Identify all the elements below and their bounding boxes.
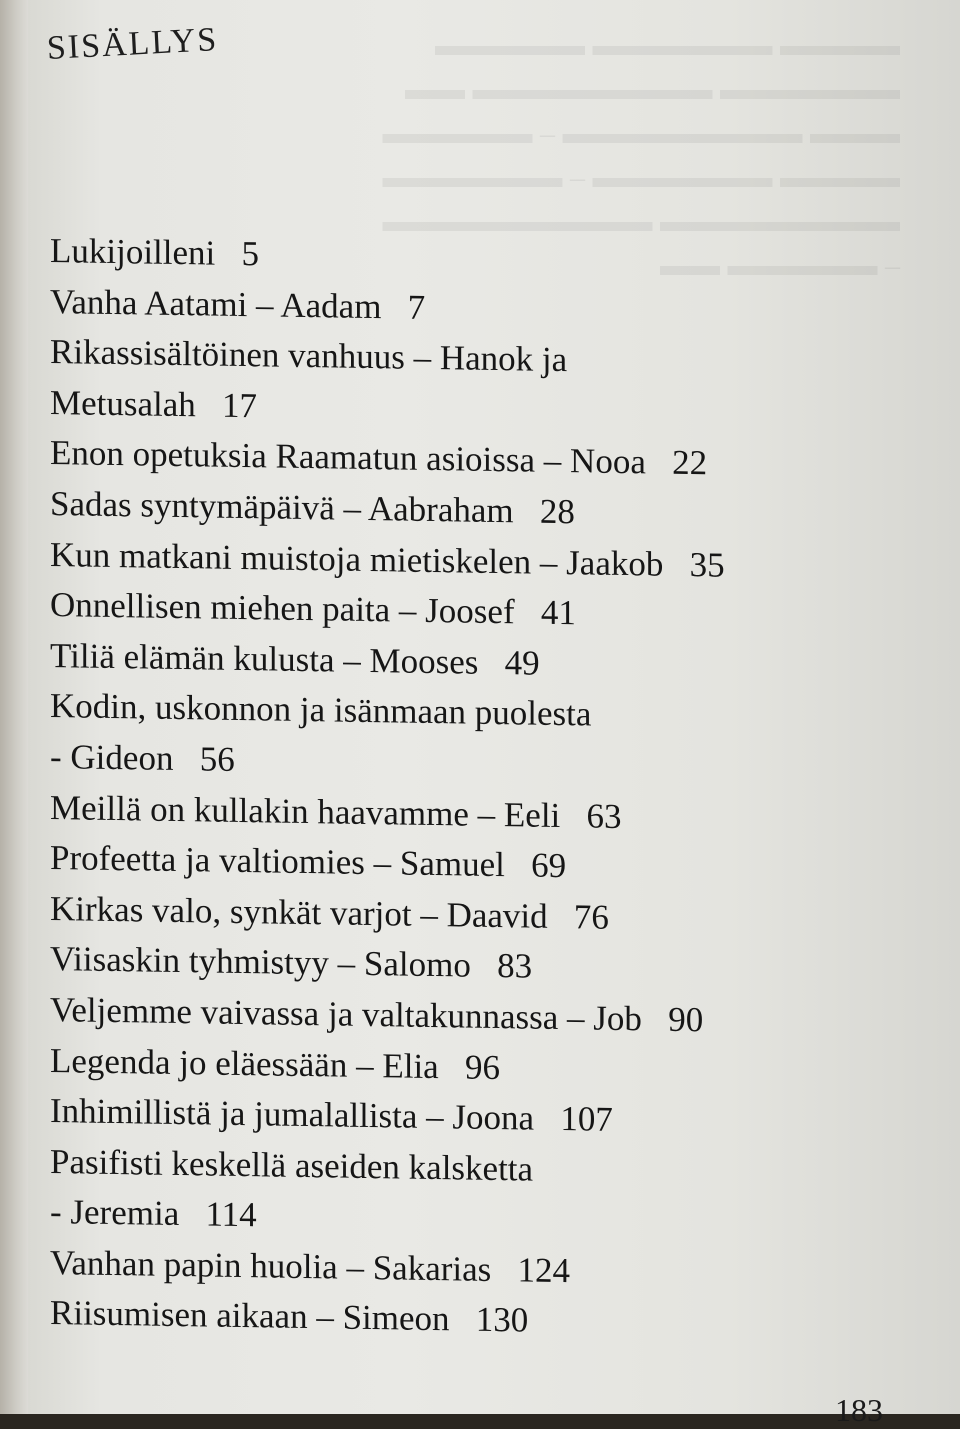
entry-page: 114 xyxy=(205,1194,257,1235)
entry-title: Pasifisti keskellä aseiden kalsketta xyxy=(50,1141,534,1189)
entry-page: 49 xyxy=(504,642,540,683)
entry-title: Kirkas valo, synkät varjot – Daavid xyxy=(50,888,548,936)
entry-title: - Gideon xyxy=(50,736,174,778)
entry-title: Meillä on kullakin haavamme – Eeli xyxy=(50,787,561,835)
entry-page: 56 xyxy=(199,739,235,779)
entry-title: Vanha Aatami – Aadam xyxy=(50,281,382,326)
entry-page: 35 xyxy=(689,544,725,585)
entry-title: Onnellisen miehen paita – Joosef xyxy=(50,585,515,632)
table-of-contents xyxy=(50,226,930,1353)
entry-page: 5 xyxy=(241,234,260,274)
entry-page: 17 xyxy=(222,385,258,426)
entry-title: Lukijoilleni xyxy=(50,231,216,273)
entry-page: 124 xyxy=(517,1250,571,1291)
entry-title: Sadas syntymäpäivä – Aabraham xyxy=(50,483,514,531)
page-number: 183 xyxy=(835,1392,883,1428)
entry-page: 69 xyxy=(531,845,567,886)
entry-page: 76 xyxy=(573,896,609,937)
entry-title: Inhimillistä ja jumalallista – Joona xyxy=(50,1091,535,1138)
entry-title: Metusalah xyxy=(50,382,196,425)
entry-title: - Jeremia xyxy=(50,1192,180,1234)
entry-page: 107 xyxy=(560,1099,613,1139)
entry-page: 90 xyxy=(668,999,704,1040)
toc-heading: SISÄLLYS xyxy=(46,21,220,68)
entry-page: 7 xyxy=(407,287,426,327)
entry-title: Viisaskin tyhmistyy – Salomo xyxy=(50,939,471,985)
book-spine-shadow xyxy=(0,0,28,1414)
entry-title: Veljemme vaivassa ja valtakunnassa – Job xyxy=(50,989,642,1039)
entry-page: 83 xyxy=(497,946,533,986)
entry-title: Riisumisen aikaan – Simeon xyxy=(50,1293,450,1339)
show-through-text: ▬▬▬▬ ▬▬▬▬▬▬ ▬▬▬▬▬ ▬▬▬▬▬▬ ▬▬▬▬▬▬▬▬ ▬▬ ▬▬▬ ▬▬▬▬▬▬▬▬ – ▬▬▬▬▬ ▬▬▬▬ ▬▬▬▬▬▬ – ▬▬▬▬▬▬ ▬▬▬▬▬▬▬▬ ▬▬▬▬▬▬▬▬▬ – ▬▬▬▬▬ ▬▬ xyxy=(382,29,900,282)
entry-title: Kun matkani muistoja mietiskelen – Jaakob xyxy=(50,534,664,584)
entry-page: 41 xyxy=(540,592,576,633)
entry-page: 63 xyxy=(586,795,622,836)
entry-page: 22 xyxy=(672,443,708,483)
entry-title: Tiliä elämän kulusta – Mooses xyxy=(50,635,479,682)
entry-title: Enon opetuksia Raamatun asioissa – Nooa xyxy=(50,433,646,482)
entry-title: Profeetta ja valtiomies – Samuel xyxy=(50,838,505,885)
entry-title: Rikassisältöinen vanhuus – Hanok ja xyxy=(50,332,568,380)
entry-page: 28 xyxy=(539,491,575,532)
entry-title: Vanhan papin huolia – Sakarias xyxy=(50,1242,492,1289)
entry-page: 96 xyxy=(464,1047,500,1087)
entry-page: 130 xyxy=(475,1300,529,1340)
entry-title: Legenda jo eläessään – Elia xyxy=(50,1040,439,1086)
entry-title: Kodin, uskonnon ja isänmaan puolesta xyxy=(50,686,592,734)
